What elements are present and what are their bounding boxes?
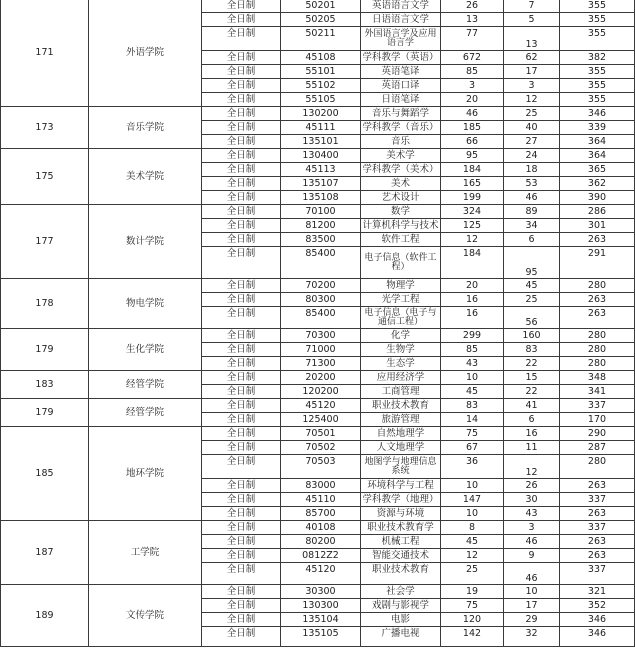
major-name-cell: 智能交通技术 <box>361 549 441 563</box>
study-mode-cell: 全日制 <box>202 233 281 247</box>
study-mode-cell: 全日制 <box>202 627 281 647</box>
admitted-cell: 10 <box>504 585 560 599</box>
major-name-cell: 社会学 <box>361 585 441 599</box>
applicants-cell: 299 <box>441 329 504 343</box>
admitted-cell: 56 <box>504 307 560 329</box>
college-id-cell: 179 <box>1 399 89 427</box>
major-code-cell: 135105 <box>281 627 361 647</box>
table-row <box>1 427 635 441</box>
admitted-cell: 25 <box>504 107 560 121</box>
min-score-cell: 341 <box>560 385 635 399</box>
major-code-cell: 120200 <box>281 385 361 399</box>
min-score-cell: 364 <box>560 149 635 163</box>
study-mode-cell: 全日制 <box>202 599 281 613</box>
applicants-cell: 147 <box>441 493 504 507</box>
table-row <box>1 585 635 599</box>
min-score-cell: 280 <box>560 329 635 343</box>
college-id-cell: 185 <box>1 427 89 521</box>
applicants-cell: 95 <box>441 149 504 163</box>
college-id-cell: 189 <box>1 585 89 647</box>
min-score-cell: 263 <box>560 479 635 493</box>
major-code-cell: 70300 <box>281 329 361 343</box>
major-code-cell: 45113 <box>281 163 361 177</box>
applicants-cell: 43 <box>441 357 504 371</box>
applicants-cell: 10 <box>441 479 504 493</box>
college-name-cell: 数计学院 <box>89 205 202 279</box>
min-score-cell: 263 <box>560 293 635 307</box>
college-id-cell: 183 <box>1 371 89 399</box>
admitted-cell: 17 <box>504 65 560 79</box>
major-name-cell: 英语语言文学 <box>361 0 441 13</box>
admitted-cell: 7 <box>504 0 560 13</box>
min-score-cell: 287 <box>560 441 635 455</box>
applicants-cell: 75 <box>441 599 504 613</box>
major-name-cell: 环境科学与工程 <box>361 479 441 493</box>
applicants-cell: 26 <box>441 0 504 13</box>
major-code-cell: 45111 <box>281 121 361 135</box>
study-mode-cell: 全日制 <box>202 65 281 79</box>
table-row <box>1 149 635 163</box>
min-score-cell: 382 <box>560 51 635 65</box>
min-score-cell: 263 <box>560 549 635 563</box>
admitted-cell: 17 <box>504 599 560 613</box>
min-score-cell: 346 <box>560 627 635 647</box>
major-code-cell: 50205 <box>281 13 361 27</box>
admitted-cell: 30 <box>504 493 560 507</box>
major-code-cell: 85400 <box>281 247 361 279</box>
applicants-cell: 45 <box>441 535 504 549</box>
major-code-cell: 135108 <box>281 191 361 205</box>
min-score-cell: 337 <box>560 521 635 535</box>
applicants-cell: 85 <box>441 343 504 357</box>
applicants-cell: 10 <box>441 507 504 521</box>
admitted-cell: 46 <box>504 535 560 549</box>
major-name-cell: 学科教学（地理） <box>362 494 439 505</box>
major-name-cell: 资源与环境 <box>361 507 441 521</box>
min-score-cell: 170 <box>560 413 635 427</box>
major-code-cell: 70503 <box>281 455 361 479</box>
major-code-cell: 130400 <box>281 149 361 163</box>
college-id-cell: 171 <box>1 0 89 107</box>
study-mode-cell: 全日制 <box>202 563 281 585</box>
study-mode-cell: 全日制 <box>202 177 281 191</box>
min-score-cell: 337 <box>560 399 635 413</box>
min-score-cell: 263 <box>560 307 635 329</box>
college-id-cell: 187 <box>1 521 89 585</box>
admitted-cell: 46 <box>504 191 560 205</box>
min-score-cell: 346 <box>560 107 635 121</box>
applicants-cell: 20 <box>441 279 504 293</box>
admitted-cell: 3 <box>504 521 560 535</box>
major-code-cell: 125400 <box>281 413 361 427</box>
min-score-cell: 280 <box>560 343 635 357</box>
major-name-cell: 计算机科学与技术 <box>362 220 439 231</box>
admitted-cell: 12 <box>504 93 560 107</box>
admitted-cell: 40 <box>504 121 560 135</box>
study-mode-cell: 全日制 <box>202 479 281 493</box>
college-name-cell: 经管学院 <box>89 399 202 427</box>
admitted-cell: 89 <box>504 205 560 219</box>
major-name-cell: 化学 <box>361 329 441 343</box>
min-score-cell: 355 <box>560 79 635 93</box>
applicants-cell: 13 <box>441 13 504 27</box>
major-name-cell: 广播电视 <box>361 627 441 647</box>
applicants-cell: 83 <box>441 399 504 413</box>
applicants-cell: 19 <box>441 585 504 599</box>
admitted-cell: 62 <box>504 51 560 65</box>
major-code-cell: 45110 <box>281 493 361 507</box>
study-mode-cell: 全日制 <box>202 307 281 329</box>
major-name-cell: 美术 <box>361 177 441 191</box>
min-score-cell: 355 <box>560 93 635 107</box>
admitted-cell: 53 <box>504 177 560 191</box>
applicants-cell: 185 <box>441 121 504 135</box>
study-mode-cell: 全日制 <box>202 371 281 385</box>
major-code-cell: 135104 <box>281 613 361 627</box>
min-score-cell: 337 <box>560 493 635 507</box>
major-name-cell: 英语笔译 <box>361 65 441 79</box>
min-score-cell: 348 <box>560 371 635 385</box>
table-row <box>1 205 635 219</box>
admitted-cell: 25 <box>504 293 560 307</box>
college-name-cell: 音乐学院 <box>89 107 202 149</box>
admitted-cell: 160 <box>504 329 560 343</box>
major-name-cell: 日语语言文学 <box>361 13 441 27</box>
applicants-cell: 12 <box>441 549 504 563</box>
major-code-cell: 30300 <box>281 585 361 599</box>
major-name-cell: 职业技术教育 <box>361 563 441 585</box>
study-mode-cell: 全日制 <box>202 205 281 219</box>
min-score-cell: 301 <box>560 219 635 233</box>
major-code-cell: 81200 <box>281 219 361 233</box>
min-score-cell: 286 <box>560 205 635 219</box>
major-code-cell: 45120 <box>281 563 361 585</box>
table-row <box>1 107 635 121</box>
admitted-cell: 45 <box>504 279 560 293</box>
applicants-cell: 165 <box>441 177 504 191</box>
study-mode-cell: 全日制 <box>202 293 281 307</box>
study-mode-cell: 全日制 <box>202 441 281 455</box>
min-score-cell: 390 <box>560 191 635 205</box>
study-mode-cell: 全日制 <box>202 413 281 427</box>
major-name-cell: 职业技术教育 <box>361 399 441 413</box>
major-name-cell: 学科教学（英语） <box>362 52 439 63</box>
applicants-cell: 16 <box>441 293 504 307</box>
min-score-cell: 280 <box>560 455 635 479</box>
college-name-cell: 物电学院 <box>89 279 202 329</box>
admitted-cell: 95 <box>504 247 560 279</box>
applicants-cell: 672 <box>441 51 504 65</box>
admitted-cell: 24 <box>504 149 560 163</box>
study-mode-cell: 全日制 <box>202 121 281 135</box>
major-code-cell: 130300 <box>281 599 361 613</box>
min-score-cell: 346 <box>560 613 635 627</box>
applicants-cell: 324 <box>441 205 504 219</box>
study-mode-cell: 全日制 <box>202 535 281 549</box>
study-mode-cell: 全日制 <box>202 247 281 279</box>
major-code-cell: 45120 <box>281 399 361 413</box>
applicants-cell: 20 <box>441 93 504 107</box>
college-name-cell: 文传学院 <box>89 585 202 647</box>
major-name-cell: 自然地理学 <box>361 427 441 441</box>
admitted-cell: 11 <box>504 441 560 455</box>
admitted-cell: 83 <box>504 343 560 357</box>
applicants-cell: 184 <box>441 247 504 279</box>
admitted-cell: 16 <box>504 427 560 441</box>
major-code-cell: 70100 <box>281 205 361 219</box>
major-name-cell: 应用经济学 <box>361 371 441 385</box>
major-name-cell: 数学 <box>361 205 441 219</box>
major-name-cell: 电子信息（电子与通信工程） <box>361 307 441 329</box>
applicants-cell: 85 <box>441 65 504 79</box>
study-mode-cell: 全日制 <box>202 455 281 479</box>
study-mode-cell: 全日制 <box>202 51 281 65</box>
college-name-cell: 地环学院 <box>89 427 202 521</box>
major-code-cell: 83500 <box>281 233 361 247</box>
major-code-cell: 50211 <box>281 27 361 51</box>
min-score-cell: 263 <box>560 535 635 549</box>
college-id-cell: 178 <box>1 279 89 329</box>
study-mode-cell: 全日制 <box>202 191 281 205</box>
study-mode-cell: 全日制 <box>202 493 281 507</box>
major-code-cell: 85400 <box>281 307 361 329</box>
study-mode-cell: 全日制 <box>202 549 281 563</box>
admitted-cell: 6 <box>504 233 560 247</box>
study-mode-cell: 全日制 <box>202 427 281 441</box>
college-name-cell: 美术学院 <box>89 149 202 205</box>
min-score-cell: 280 <box>560 279 635 293</box>
admitted-cell: 9 <box>504 549 560 563</box>
college-id-cell: 179 <box>1 329 89 371</box>
applicants-cell: 67 <box>441 441 504 455</box>
college-id-cell: 177 <box>1 205 89 279</box>
admitted-cell: 34 <box>504 219 560 233</box>
major-name-cell: 日语笔译 <box>361 93 441 107</box>
major-code-cell: 70200 <box>281 279 361 293</box>
study-mode-cell: 全日制 <box>202 521 281 535</box>
applicants-cell: 36 <box>441 455 504 479</box>
table-row <box>1 0 635 13</box>
min-score-cell: 263 <box>560 507 635 521</box>
admitted-cell: 18 <box>504 163 560 177</box>
table-row <box>1 279 635 293</box>
applicants-cell: 14 <box>441 413 504 427</box>
major-code-cell: 130200 <box>281 107 361 121</box>
major-name-cell: 学科教学（音乐） <box>362 122 439 133</box>
major-name-cell: 职业技术教育学 <box>361 521 441 535</box>
study-mode-cell: 全日制 <box>202 149 281 163</box>
college-name-cell: 生化学院 <box>89 329 202 371</box>
major-name-cell: 生态学 <box>361 357 441 371</box>
admitted-cell: 32 <box>504 627 560 647</box>
min-score-cell: 364 <box>560 135 635 149</box>
major-code-cell: 50201 <box>281 0 361 13</box>
admitted-cell: 22 <box>504 357 560 371</box>
study-mode-cell: 全日制 <box>202 613 281 627</box>
study-mode-cell: 全日制 <box>202 343 281 357</box>
major-name-cell: 光学工程 <box>361 293 441 307</box>
applicants-cell: 25 <box>441 563 504 585</box>
study-mode-cell: 全日制 <box>202 219 281 233</box>
applicants-cell: 120 <box>441 613 504 627</box>
applicants-cell: 66 <box>441 135 504 149</box>
major-name-cell: 戏剧与影视学 <box>361 599 441 613</box>
major-code-cell: 71000 <box>281 343 361 357</box>
study-mode-cell: 全日制 <box>202 399 281 413</box>
admitted-cell: 26 <box>504 479 560 493</box>
study-mode-cell: 全日制 <box>202 27 281 51</box>
min-score-cell: 355 <box>560 27 635 51</box>
study-mode-cell: 全日制 <box>202 13 281 27</box>
major-code-cell: 83000 <box>281 479 361 493</box>
study-mode-cell: 全日制 <box>202 0 281 13</box>
major-code-cell: 55101 <box>281 65 361 79</box>
admitted-cell: 43 <box>504 507 560 521</box>
admission-table-body <box>1 0 635 647</box>
major-name-cell: 音乐与舞蹈学 <box>361 107 441 121</box>
applicants-cell: 45 <box>441 385 504 399</box>
admitted-cell: 41 <box>504 399 560 413</box>
min-score-cell: 352 <box>560 599 635 613</box>
min-score-cell: 263 <box>560 233 635 247</box>
major-code-cell: 55105 <box>281 93 361 107</box>
table-row <box>1 371 635 385</box>
applicants-cell: 8 <box>441 521 504 535</box>
applicants-cell: 184 <box>441 163 504 177</box>
major-code-cell: 70502 <box>281 441 361 455</box>
major-name-cell: 电影 <box>361 613 441 627</box>
study-mode-cell: 全日制 <box>202 135 281 149</box>
major-code-cell: 80200 <box>281 535 361 549</box>
study-mode-cell: 全日制 <box>202 585 281 599</box>
applicants-cell: 46 <box>441 107 504 121</box>
admitted-cell: 46 <box>504 563 560 585</box>
min-score-cell: 321 <box>560 585 635 599</box>
college-id-cell: 173 <box>1 107 89 149</box>
table-row <box>1 521 635 535</box>
table-row <box>1 399 635 413</box>
major-code-cell: 80300 <box>281 293 361 307</box>
table-row <box>1 329 635 343</box>
major-name-cell: 英语口译 <box>361 79 441 93</box>
applicants-cell: 16 <box>441 307 504 329</box>
admitted-cell: 6 <box>504 413 560 427</box>
min-score-cell: 280 <box>560 357 635 371</box>
college-id-cell: 175 <box>1 149 89 205</box>
major-name-cell: 工商管理 <box>361 385 441 399</box>
study-mode-cell: 全日制 <box>202 329 281 343</box>
min-score-cell: 355 <box>560 65 635 79</box>
study-mode-cell: 全日制 <box>202 385 281 399</box>
major-name-cell: 电子信息（软件工程） <box>361 247 441 279</box>
major-name-cell: 机械工程 <box>361 535 441 549</box>
study-mode-cell: 全日制 <box>202 357 281 371</box>
major-name-cell: 外国语言学及应用语言学 <box>361 27 441 51</box>
major-code-cell: 55102 <box>281 79 361 93</box>
major-name-cell: 艺术设计 <box>361 191 441 205</box>
major-name-cell: 音乐 <box>361 135 441 149</box>
major-name-cell: 学科教学（美术） <box>362 164 439 175</box>
major-name-cell: 物理学 <box>361 279 441 293</box>
study-mode-cell: 全日制 <box>202 507 281 521</box>
applicants-cell: 77 <box>441 27 504 51</box>
study-mode-cell: 全日制 <box>202 279 281 293</box>
applicants-cell: 199 <box>441 191 504 205</box>
major-name-cell: 软件工程 <box>361 233 441 247</box>
major-name-cell: 人文地理学 <box>361 441 441 455</box>
min-score-cell: 355 <box>560 0 635 13</box>
admitted-cell: 29 <box>504 613 560 627</box>
college-name-cell: 经管学院 <box>89 371 202 399</box>
major-code-cell: 0812Z2 <box>281 549 361 563</box>
major-code-cell: 71300 <box>281 357 361 371</box>
min-score-cell: 365 <box>560 163 635 177</box>
min-score-cell: 339 <box>560 121 635 135</box>
college-name-cell: 工学院 <box>89 521 202 585</box>
min-score-cell: 291 <box>560 247 635 279</box>
major-code-cell: 135107 <box>281 177 361 191</box>
applicants-cell: 75 <box>441 427 504 441</box>
min-score-cell: 290 <box>560 427 635 441</box>
min-score-cell: 355 <box>560 13 635 27</box>
major-code-cell: 85700 <box>281 507 361 521</box>
major-code-cell: 40108 <box>281 521 361 535</box>
study-mode-cell: 全日制 <box>202 107 281 121</box>
admitted-cell: 13 <box>504 27 560 51</box>
applicants-cell: 3 <box>441 79 504 93</box>
college-name-cell: 外语学院 <box>89 0 202 107</box>
admitted-cell: 3 <box>504 79 560 93</box>
study-mode-cell: 全日制 <box>202 93 281 107</box>
major-name-cell: 旅游管理 <box>361 413 441 427</box>
min-score-cell: 362 <box>560 177 635 191</box>
admitted-cell: 5 <box>504 13 560 27</box>
major-name-cell: 生物学 <box>361 343 441 357</box>
study-mode-cell: 全日制 <box>202 79 281 93</box>
min-score-cell: 337 <box>560 563 635 585</box>
major-code-cell: 20200 <box>281 371 361 385</box>
admitted-cell: 12 <box>504 455 560 479</box>
major-code-cell: 135101 <box>281 135 361 149</box>
applicants-cell: 125 <box>441 219 504 233</box>
study-mode-cell: 全日制 <box>202 163 281 177</box>
major-name-cell: 地图学与地理信息系统 <box>361 455 441 479</box>
applicants-cell: 10 <box>441 371 504 385</box>
major-code-cell: 45108 <box>281 51 361 65</box>
applicants-cell: 142 <box>441 627 504 647</box>
applicants-cell: 12 <box>441 233 504 247</box>
admitted-cell: 22 <box>504 385 560 399</box>
admitted-cell: 27 <box>504 135 560 149</box>
major-code-cell: 70501 <box>281 427 361 441</box>
admitted-cell: 15 <box>504 371 560 385</box>
major-name-cell: 美术学 <box>361 149 441 163</box>
